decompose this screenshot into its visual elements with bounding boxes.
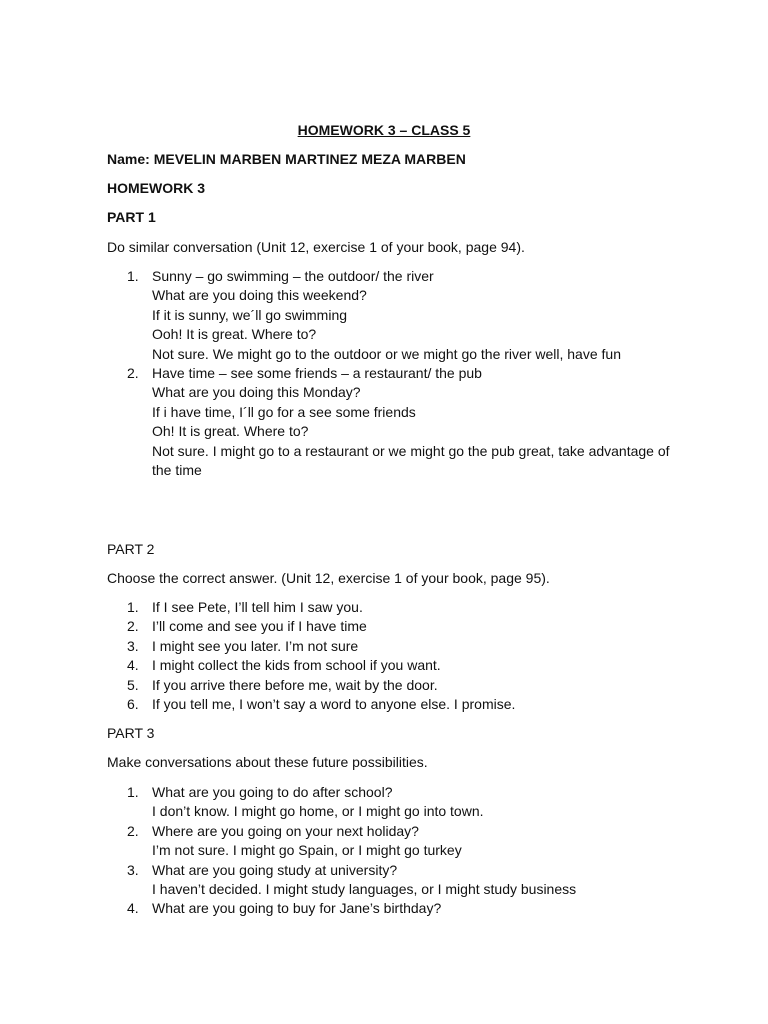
part2-item — [107, 656, 707, 675]
part3-instruction: Make conversations about these future possibilities. — [107, 754, 428, 770]
item-question: What are you going study at university? — [152, 861, 398, 878]
item-answer: I haven’t decided. I might study languages, or I might study business — [152, 881, 577, 898]
part2-list — [107, 598, 707, 714]
part1-list — [107, 267, 707, 480]
item-line: Ooh! It is great. Where to? — [152, 326, 317, 343]
item-number: 1. — [127, 599, 139, 615]
item-number: 3. — [127, 861, 139, 878]
name-value: MEVELIN MARBEN MARTINEZ MEZA MARBEN — [153, 151, 466, 167]
item-text: If I see Pete, I’ll tell him I saw you. — [152, 599, 363, 615]
item-line: What are you doing this Monday? — [152, 384, 361, 401]
item-number: 5. — [127, 676, 139, 693]
part2-item — [107, 695, 707, 714]
part1-item — [107, 364, 707, 480]
item-number: 4. — [127, 900, 139, 917]
part2-item — [107, 598, 707, 617]
homework-label: HOMEWORK 3 — [107, 180, 205, 196]
part3-item — [107, 783, 707, 822]
item-text: If you arrive there before me, wait by the door. — [152, 676, 438, 693]
item-line: Sunny – go swimming – the outdoor/ the river — [152, 268, 434, 284]
part3-item — [107, 822, 707, 861]
name-label: Name: — [107, 151, 150, 167]
item-number: 3. — [127, 637, 139, 654]
part3-list — [107, 783, 707, 919]
item-question: Where are you going on your next holiday? — [152, 822, 419, 839]
item-line: Not sure. I might go to a restaurant or we might go the pub great, take advantage of the time — [152, 442, 670, 479]
item-line: Oh! It is great. Where to? — [152, 423, 309, 440]
item-question: What are you going to buy for Jane’s birthday? — [152, 900, 442, 917]
item-number: 2. — [127, 365, 139, 382]
item-number: 1. — [127, 268, 139, 284]
item-number: 1. — [127, 784, 139, 800]
part2-heading: PART 2 — [107, 541, 155, 557]
item-text: I might see you later. I’m not sure — [152, 637, 359, 654]
item-number: 2. — [127, 822, 139, 839]
item-text: I might collect the kids from school if you want. — [152, 657, 441, 674]
item-line: What are you doing this weekend? — [152, 287, 367, 304]
item-line: If i have time, I´ll go for a see some friends — [152, 403, 416, 420]
item-line: Have time – see some friends – a restaurant/ the pub — [152, 365, 482, 382]
part1-item — [107, 267, 707, 364]
item-text: I’ll come and see you if I have time — [152, 618, 367, 635]
part2-instruction: Choose the correct answer. (Unit 12, exercise 1 of your book, page 95). — [107, 570, 550, 586]
item-answer: I’m not sure. I might go Spain, or I might go turkey — [152, 842, 462, 859]
part3-item — [107, 861, 707, 900]
item-question: What are you going to do after school? — [152, 784, 393, 800]
part3-item — [107, 899, 707, 918]
part2-item — [107, 676, 707, 695]
part2-item — [107, 637, 707, 656]
part1-heading: PART 1 — [107, 209, 156, 225]
student-name-line — [107, 150, 466, 169]
item-number: 2. — [127, 618, 139, 635]
part2-item — [107, 617, 707, 636]
part1-instruction: Do similar conversation (Unit 12, exercise 1 of your book, page 94). — [107, 239, 525, 255]
part3-heading: PART 3 — [107, 725, 155, 741]
item-text: If you tell me, I won’t say a word to anyone else. I promise. — [152, 696, 516, 713]
item-answer: I don’t know. I might go home, or I might go into town. — [152, 803, 484, 820]
item-number: 4. — [127, 657, 139, 674]
page-title: HOMEWORK 3 – CLASS 5 — [297, 122, 471, 138]
item-number: 6. — [127, 696, 139, 713]
item-line: Not sure. We might go to the outdoor or we might go the river well, have fun — [152, 345, 621, 362]
item-line: If it is sunny, we´ll go swimming — [152, 306, 348, 323]
